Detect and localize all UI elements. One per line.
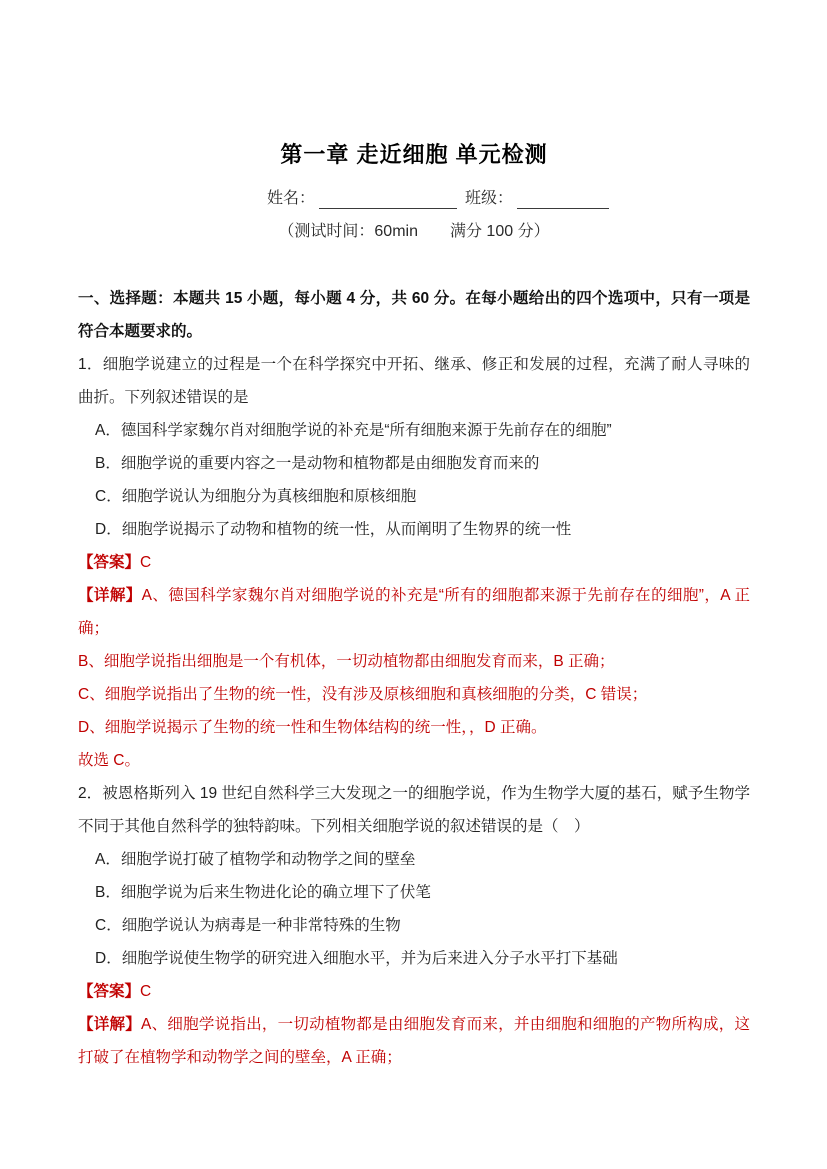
- question-1-option-b: B．细胞学说的重要内容之一是动物和植物都是由细胞发育而来的: [95, 455, 540, 472]
- question-2-explanation-a: A、细胞学说指出，一切动植物都是由细胞发育而来，并由细胞和细胞的产物所构成，这打破了在植物学和动物学之间的壁垒，A 正确；: [78, 1016, 750, 1066]
- question-2-option-c: C．细胞学说认为病毒是一种非常特殊的生物: [95, 917, 401, 934]
- explanation-label: 【详解】: [78, 587, 142, 604]
- question-1-explanation-a: A、德国科学家魏尔肖对细胞学说的补充是“所有的细胞都来源于先前存在的细胞”，A 正确；: [78, 587, 750, 637]
- question-2-option-a: A．细胞学说打破了植物学和动物学之间的壁垒: [95, 851, 416, 868]
- question-1-answer-line: [78, 546, 750, 579]
- class-blank-underline: [517, 188, 609, 209]
- name-label: 姓名：: [266, 190, 315, 207]
- question-1-conclusion: 故选 C。: [78, 752, 141, 769]
- name-blank-underline: [319, 188, 457, 209]
- question-2-stem-text: 被恩格斯列入 19 世纪自然科学三大发现之一的细胞学说，作为生物学大厦的基石，赋予生物学不同于其他自然科学的独特韵味。下列相关细胞学说的叙述错误的是（ ）: [78, 785, 750, 835]
- question-1-explanation-line-3: C、细胞学说指出了生物的统一性，没有涉及原核细胞和真核细胞的分类，C 错误；: [78, 686, 648, 703]
- question-2-option-b: B．细胞学说为后来生物进化论的确立埋下了伏笔: [95, 884, 431, 901]
- class-label: 班级：: [465, 190, 514, 207]
- answer-label: 【答案】: [78, 554, 141, 571]
- question-1-stem-text: 细胞学说建立的过程是一个在科学探究中开拓、继承、修正和发展的过程，充满了耐人寻味的曲折。下列叙述错误的是: [78, 356, 750, 406]
- document-content: [0, 140, 827, 1074]
- question-1-explanation-line-1: [78, 579, 750, 645]
- question-1-explanation-line-2: B、细胞学说指出细胞是一个有机体，一切动植物都由细胞发育而来，B 正确；: [78, 653, 615, 670]
- question-1-option-c: C．细胞学说认为细胞分为真核细胞和原核细胞: [95, 488, 417, 505]
- explanation-label: 【详解】: [78, 1016, 142, 1033]
- page-title: 第一章 走近细胞 单元检测: [280, 142, 548, 167]
- test-info-line: （测试时间：60min 满分 100 分）: [278, 223, 550, 240]
- question-1-option-d: D．细胞学说揭示了动物和植物的统一性，从而阐明了生物界的统一性: [95, 521, 572, 538]
- question-1-option-a: A．德国科学家魏尔肖对细胞学说的补充是“所有细胞来源于先前存在的细胞”: [95, 422, 612, 439]
- name-class-row: [102, 187, 774, 211]
- question-2-option-d: D．细胞学说使生物学的研究进入细胞水平，并为后来进入分子水平打下基础: [95, 950, 618, 967]
- question-2-explanation-line-1: [78, 1008, 750, 1074]
- question-2-answer: C: [140, 983, 152, 1000]
- question-2-number: 2．: [78, 785, 103, 802]
- question-1-answer: C: [140, 554, 152, 571]
- answer-label: 【答案】: [78, 983, 141, 1000]
- question-1-stem: [78, 348, 750, 414]
- section-heading: 一、选择题：本题共 15 小题，每小题 4 分，共 60 分。在每小题给出的四个选项中，只有一项是符合本题要求的。: [78, 290, 750, 340]
- question-1-explanation-line-4: D、细胞学说揭示了生物的统一性和生物体结构的统一性，，D 正确。: [78, 719, 547, 736]
- question-2-answer-line: [78, 975, 750, 1008]
- question-1-number: 1．: [78, 356, 103, 373]
- question-2-stem: [78, 777, 750, 843]
